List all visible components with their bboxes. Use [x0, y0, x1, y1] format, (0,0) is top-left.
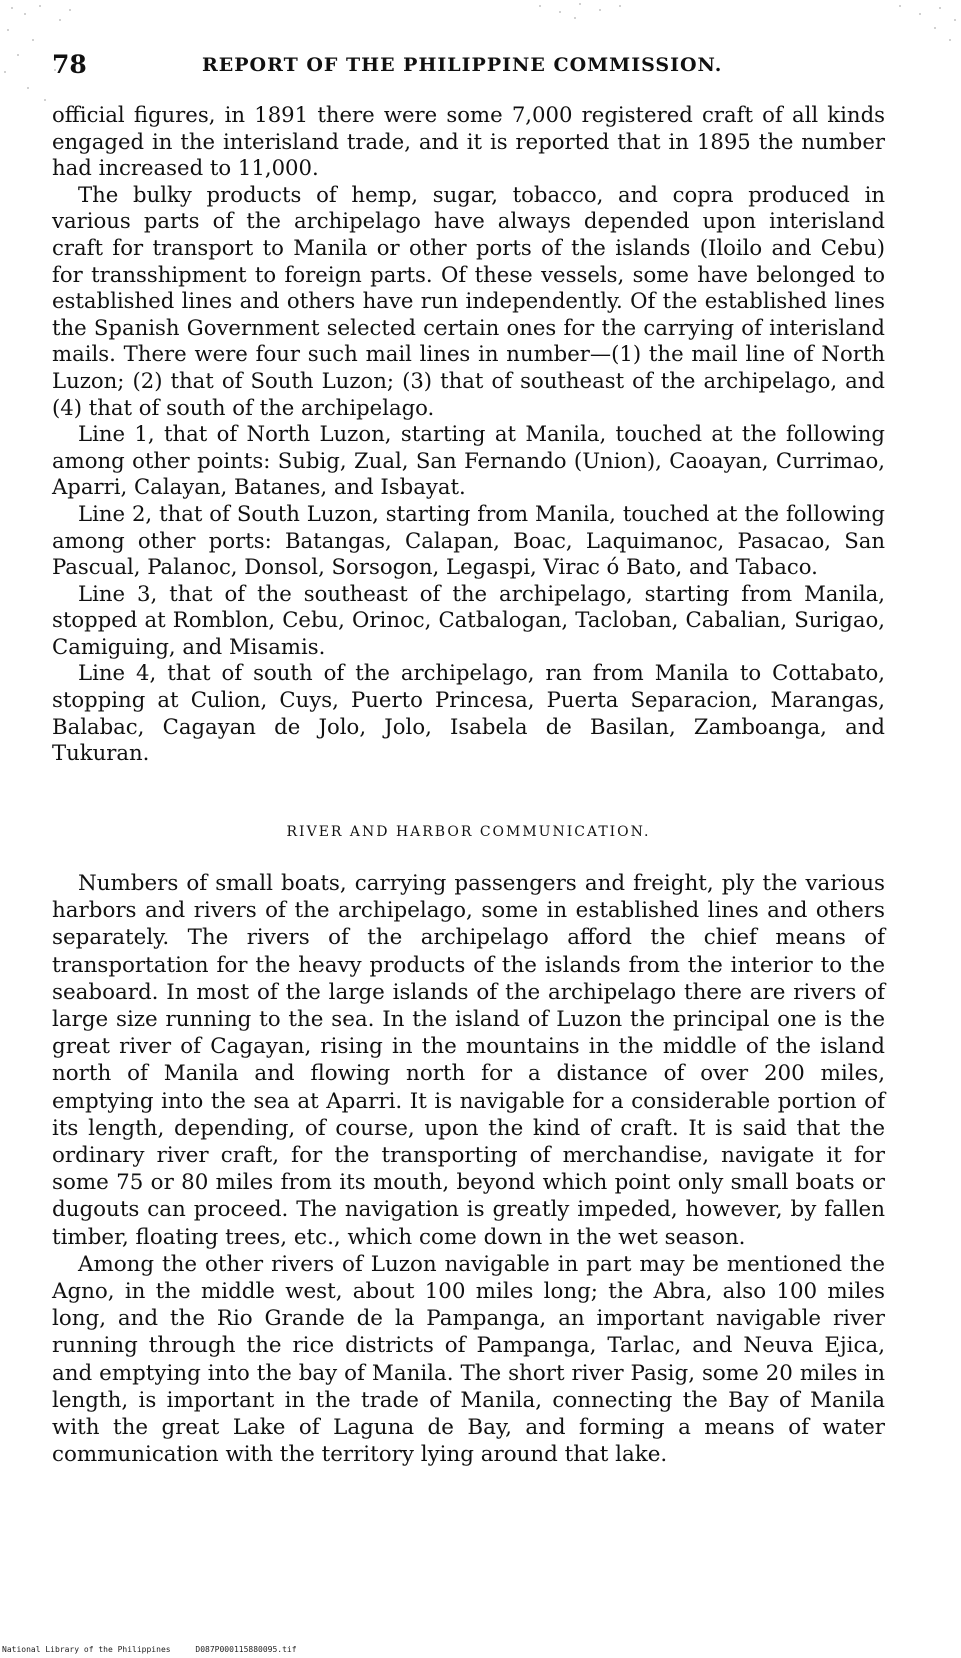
scan-footer	[2, 1645, 297, 1654]
paragraph-interisland-craft: The bulky products of hemp, sugar, tobacco, and copra produced in various parts of the archipelago have always depended upon interisland craft for transport to Manila or other ports of the islands (Iloilo and Cebu) for transshipment to foreign parts. Of these vessels, some have belonged to established lines and others have run independently. Of the established lines the Spanish Government selected certain ones for the carrying of interisland mails. There were four such mail lines in number—(1) the mail line of North Luzon; (2) that of South Luzon; (3) that of southeast of the archipelago, and (4) that of south of the archipelago.	[52, 181, 885, 420]
body-text	[52, 102, 885, 767]
section-body	[52, 870, 885, 1468]
library-credit: National Library of the Philippines	[2, 1645, 171, 1654]
paragraph-line-1: Line 1, that of North Luzon, starting at Manila, touched at the following among other points: Subig, Zual, San Fernando (Union), Caoayan, Currimao, Aparri, Calayan, Batanes, and Isbayat.	[52, 421, 885, 500]
paragraph-river-boats: Numbers of small boats, carrying passengers and freight, ply the various harbors and rivers of the archipelago, some in established lines and others separately. The rivers of the archipelago afford the chief means of transportation for the heavy products of the islands from the interior to the seaboard. In most of the large islands of the archipelago there are rivers of large size running to the sea. In the island of Luzon the principal one is the great river of Cagayan, rising in the mountains in the middle of the island north of Manila and flowing north for a distance of over 200 miles, emptying into the sea at Aparri. It is navigable for a considerable portion of its length, depending, of course, upon the kind of craft. It is said that the ordinary river craft, for the transporting of merchandise, navigate it for some 75 or 80 miles from its mouth, beyond which point only small boats or dugouts can proceed. The navigation is greatly impeded, however, by fallen timber, floating trees, etc., which come down in the wet season.	[52, 871, 885, 1250]
paragraph-line-4: Line 4, that of south of the archipelago, ran from Manila to Cottabato, stopping at Culion, Cuys, Puerto Princesa, Puerta Separacion, Marangas, Balabac, Cagayan de Jolo, Jolo, Isabela de Basilan, Zamboanga, and Tukuran.	[52, 660, 885, 766]
file-id: D087P000115880095.tif	[195, 1645, 297, 1654]
page-header	[52, 50, 882, 84]
page-number: 78	[52, 50, 87, 79]
section-heading: RIVER AND HARBOR COMMUNICATION.	[286, 824, 651, 840]
paragraph-line-2: Line 2, that of South Luzon, starting from Manila, touched at the following among other ports: Batangas, Calapan, Boac, Laquimanoc, Pasacao, San Pascual, Palanoc, Donsol, Sorsogon, Legaspi, Virac ó Bato, and Tabaco.	[52, 500, 885, 580]
paragraph-other-rivers: Among the other rivers of Luzon navigable in part may be mentioned the Agno, in the middle west, about 100 miles long; the Abra, also 100 miles long, and the Rio Grande de la Pampanga, an important navigable river running through the rice districts of Pampanga, Tarlac, and Neuva Ejica, and emptying into the bay of Manila. The short river Pasig, some 20 miles in length, is important in the trade of Manila, connecting the Bay of Manila with the great Lake of Laguna de Bay, and forming a means of water communication with the territory lying around that lake.	[52, 1251, 885, 1468]
running-head: REPORT OF THE PHILIPPINE COMMISSION.	[202, 54, 723, 76]
paragraph-continued: official figures, in 1891 there were some 7,000 registered craft of all kinds engaged in the interisland trade, and it is reported that in 1895 the number had increased to 11,000.	[52, 102, 885, 181]
paragraph-line-3: Line 3, that of the southeast of the archipelago, starting from Manila, stopped at Romblon, Cebu, Orinoc, Catbalogan, Tacloban, Cabalian, Surigao, Camiguing, and Misamis.	[52, 580, 885, 659]
